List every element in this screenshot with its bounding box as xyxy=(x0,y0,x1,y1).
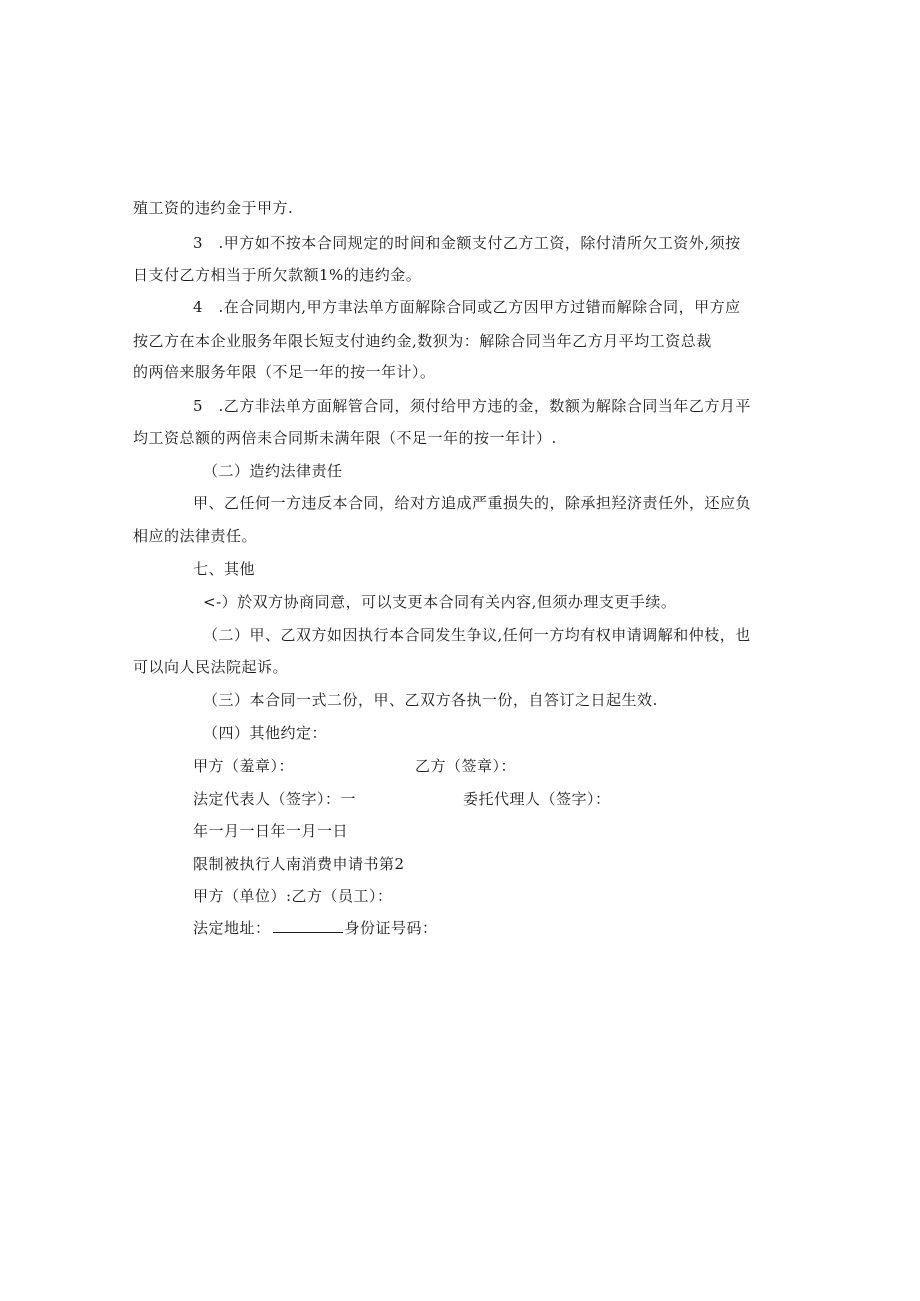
text-line: 殖工资的违约金于甲方. xyxy=(133,199,294,217)
text-line: 日支付乙方相当于所欠款额1%的违约金。 xyxy=(133,266,422,284)
party-a-seal-label: 甲方（羞章）： xyxy=(193,757,295,775)
address-row xyxy=(193,918,438,938)
text-line: 的两倍来服务年限（不足一年的按一年计）。 xyxy=(133,363,436,381)
address-blank xyxy=(273,918,343,933)
text-line: （四）其他约定： xyxy=(203,724,328,742)
address-label: 法定地址： xyxy=(193,919,271,937)
text-line: 按乙方在本企业服务年限长短支付迪约金,数狈为：解除合同当年乙方月平均工资总裁 xyxy=(133,332,712,350)
text-line: 可以向人民法院起诉。 xyxy=(133,658,289,676)
party-labels: 甲方（单位）:乙方（员工）： xyxy=(193,887,393,905)
id-number-label: 身份证号码： xyxy=(344,919,438,937)
text-line: 3 .甲方如不按本合同规定的时间和金额支付乙方工资，除付清所欠工资外,须按 xyxy=(193,234,741,252)
date-line: 年一月一日年一月一日 xyxy=(193,822,349,840)
party-b-seal-label: 乙方（签章）： xyxy=(415,757,517,775)
text-line: 限制被执行人南消费申请书第2 xyxy=(193,855,405,873)
section-heading: 七、其他 xyxy=(193,560,256,578)
text-line: （三）本合同一式二份，甲、乙双方各执一份，自答订之日起生效. xyxy=(203,691,658,709)
text-line: 甲、乙任何一方违反本合同，给对方追成严重损失的，除承担羟济责任外，还应负 xyxy=(193,494,752,512)
text-line: 均工资总额的两倍耒合同斯未满年限（不足一年的按一年计）. xyxy=(133,429,557,447)
legal-representative-label: 法定代表人（签字）：一 xyxy=(193,790,357,808)
text-line: （二）甲、乙双方如因执行本合同发生争议,任何一方均有权申请调解和仲枝，也 xyxy=(203,626,751,644)
text-line: 5 .乙方非法单方面解管合同，须付给甲方违的金，数额为解除合同当年乙方月平 xyxy=(193,397,751,415)
text-line: 相应的法律责任。 xyxy=(133,527,258,545)
text-line: 4 .在合同期内,甲方聿法单方面解除合同或乙方因甲方过错而解除合同，甲方应 xyxy=(193,298,741,316)
authorized-agent-label: 委托代理人（签字）： xyxy=(463,790,611,808)
section-heading: （二）造约法律责任 xyxy=(203,462,343,480)
text-line: <-）於双方协商同意，可以支更本合同有关内容,但须办理支更手续。 xyxy=(203,593,677,611)
